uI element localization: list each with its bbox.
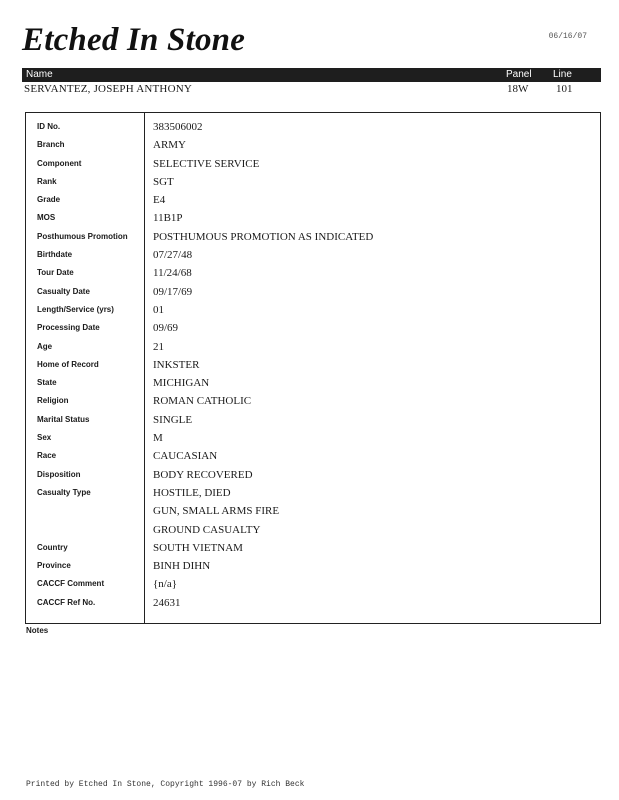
field-value: MICHIGAN xyxy=(153,377,210,390)
line-column-header: Line xyxy=(553,69,572,80)
field-label: Province xyxy=(37,561,71,571)
panel-value: 18W xyxy=(507,83,529,95)
field-value: GUN, SMALL ARMS FIRE xyxy=(153,505,280,518)
field-value: ARMY xyxy=(153,139,187,152)
field-label: Marital Status xyxy=(37,414,90,424)
record-summary-row xyxy=(22,83,601,97)
field-value: {n/a} xyxy=(153,578,177,591)
field-value: ROMAN CATHOLIC xyxy=(153,395,252,408)
field-label: Casualty Date xyxy=(37,286,90,296)
field-label: Disposition xyxy=(37,469,81,479)
field-label: Length/Service (yrs) xyxy=(37,304,114,314)
field-label: Processing Date xyxy=(37,323,100,333)
line-value: 101 xyxy=(556,83,573,95)
field-value: M xyxy=(153,432,163,445)
print-date: 06/16/07 xyxy=(548,32,587,41)
field-value: 07/27/48 xyxy=(153,249,193,262)
field-label: Grade xyxy=(37,195,61,205)
field-label xyxy=(37,521,142,539)
field-value: CAUCASIAN xyxy=(153,450,218,463)
field-label: Branch xyxy=(37,140,65,150)
notes-label: Notes xyxy=(26,626,49,635)
field-value: SGT xyxy=(153,175,174,188)
field-labels xyxy=(37,118,142,612)
field-value: 24631 xyxy=(153,596,181,609)
field-label: Posthumous Promotion xyxy=(37,231,128,241)
field-label: Component xyxy=(37,158,82,168)
field-label: Country xyxy=(37,542,68,552)
field-values xyxy=(153,118,593,612)
field-label: MOS xyxy=(37,213,56,223)
field-value: 383506002 xyxy=(153,121,203,133)
field-label: Race xyxy=(37,451,57,461)
field-value: E4 xyxy=(153,194,166,207)
panel-column-header: Panel xyxy=(506,69,532,80)
column-header-bar xyxy=(22,68,601,82)
field-value: 21 xyxy=(153,340,164,353)
field-label: Tour Date xyxy=(37,268,74,278)
field-label: CACCF Ref No. xyxy=(37,597,96,607)
column-divider xyxy=(144,112,145,624)
field-label: CACCF Comment xyxy=(37,579,105,589)
field-label: Religion xyxy=(37,396,69,406)
field-value: 11/24/68 xyxy=(153,267,192,280)
field-value: 09/69 xyxy=(153,322,179,335)
field-value: 09/17/69 xyxy=(153,285,193,298)
field-value: HOSTILE, DIED xyxy=(153,486,231,499)
field-value: INKSTER xyxy=(153,358,200,371)
field-value: GROUND CASUALTY xyxy=(153,523,261,536)
field-label xyxy=(37,502,142,520)
field-value: BODY RECOVERED xyxy=(153,468,253,481)
field-value: BINH DIHN xyxy=(153,560,211,573)
field-value: 11B1P xyxy=(153,212,183,225)
field-label: Age xyxy=(37,341,53,351)
field-label: State xyxy=(37,378,57,388)
footer-copyright: Printed by Etched In Stone, Copyright 1996-07 by Rich Beck xyxy=(26,780,305,789)
field-label: Rank xyxy=(37,176,57,186)
field-value: SINGLE xyxy=(153,413,193,426)
field-value: SELECTIVE SERVICE xyxy=(153,157,260,170)
field-value: 01 xyxy=(153,303,164,316)
document-title: Etched In Stone xyxy=(22,22,246,58)
field-label: ID No. xyxy=(37,122,61,131)
field-value: SOUTH VIETNAM xyxy=(153,541,243,554)
field-label: Casualty Type xyxy=(37,487,91,497)
service-member-name: SERVANTEZ, JOSEPH ANTHONY xyxy=(24,83,193,95)
name-column-header: Name xyxy=(26,69,53,80)
field-value: POSTHUMOUS PROMOTION AS INDICATED xyxy=(153,230,374,243)
field-label: Birthdate xyxy=(37,250,73,260)
field-label: Sex xyxy=(37,433,52,443)
field-label: Home of Record xyxy=(37,359,99,369)
